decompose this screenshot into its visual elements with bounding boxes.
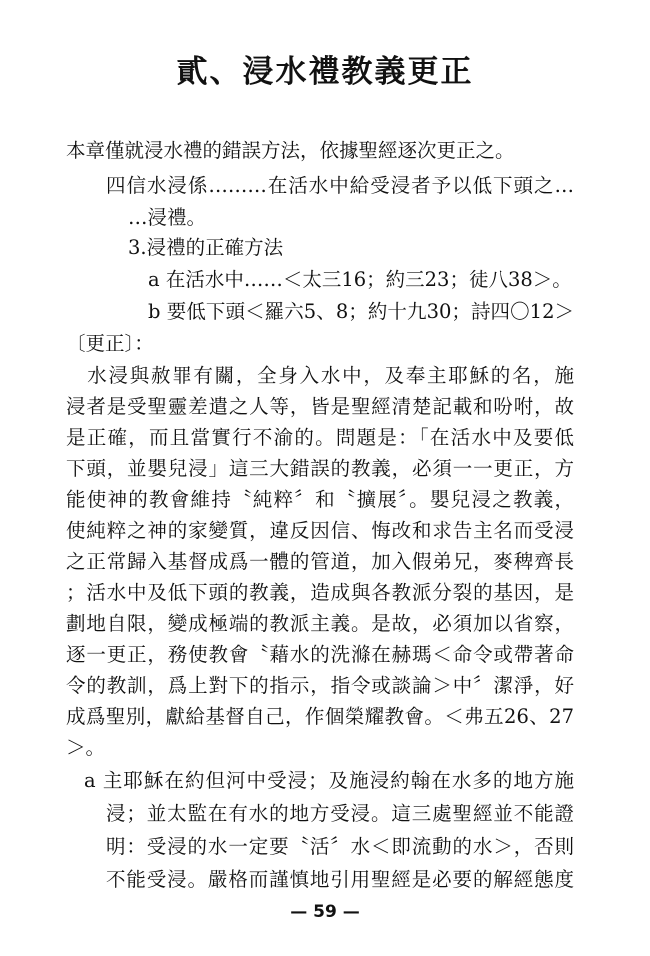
paragraph-line: 能使神的教會維持〝純粹〞和〝擴展〞。嬰兒浸之教義， xyxy=(66,488,574,511)
item4-line2: …浸禮。 xyxy=(128,206,207,229)
page-number: — 59 — xyxy=(290,902,360,922)
point-a-line: a 主耶穌在約但河中受浸；及施浸約翰在水多的地方施 xyxy=(84,769,574,792)
item3-b: b 要低下頭＜羅六5、8；約十九30；詩四〇12＞ xyxy=(148,300,574,323)
paragraph-line: 逐一更正，務使教會〝藉水的洗滌在赫瑪＜命令或帶著命 xyxy=(66,643,574,666)
paragraph-line: 之正常歸入基督成爲一體的管道，加入假弟兄，麥稗齊長 xyxy=(66,550,574,573)
page-title: 貳、浸水禮教義更正 xyxy=(176,54,474,90)
paragraph-line: 使純粹之神的家變質，違反因信、悔改和求告主名而受浸 xyxy=(66,519,574,542)
paragraph-line: 令的教訓，爲上對下的指示，指令或談論＞中〞潔淨，好 xyxy=(66,674,574,697)
paragraph-line: 劃地自限，變成極端的教派主義。是故，必須加以省察， xyxy=(66,612,574,635)
paragraph-line: 成爲聖別，獻給基督自己，作個榮耀教會。＜弗五26、27 xyxy=(66,705,574,728)
paragraph-line: ＞。 xyxy=(66,736,106,759)
item3-heading: 3.浸禮的正確方法 xyxy=(128,236,284,259)
point-a-line: 不能受浸。嚴格而謹慎地引用聖經是必要的解經態度 xyxy=(106,868,574,891)
correction-label: 〔更正〕： xyxy=(66,332,154,355)
paragraph-line: ；活水中及低下頭的教義，造成與各教派分裂的基因，是 xyxy=(66,581,574,604)
paragraph-line: 下頭，並嬰兒浸」這三大錯誤的教義，必須一一更正，方 xyxy=(66,457,574,480)
paragraph-line: 浸者是受聖靈差遣之人等，皆是聖經清楚記載和吩咐，故 xyxy=(66,395,574,418)
point-a-line: 明：受浸的水一定要〝活〞水＜即流動的水＞，否則 xyxy=(106,835,574,858)
item3-a: a 在活水中……＜太三16；約三23；徒八38＞。 xyxy=(148,268,572,291)
point-a-line: 浸；並太監在有水的地方受浸。這三處聖經並不能證 xyxy=(106,802,574,825)
paragraph-line: 是正確，而且當實行不渝的。問題是：「在活水中及要低 xyxy=(66,426,574,449)
intro-line: 本章僅就浸水禮的錯誤方法，依據聖經逐次更正之。 xyxy=(66,139,515,162)
item4-line1: 四信水浸係………在活水中給受浸者予以低下頭之… xyxy=(106,174,574,197)
paragraph-line: 水浸與赦罪有關，全身入水中，及奉主耶穌的名，施 xyxy=(66,364,574,387)
